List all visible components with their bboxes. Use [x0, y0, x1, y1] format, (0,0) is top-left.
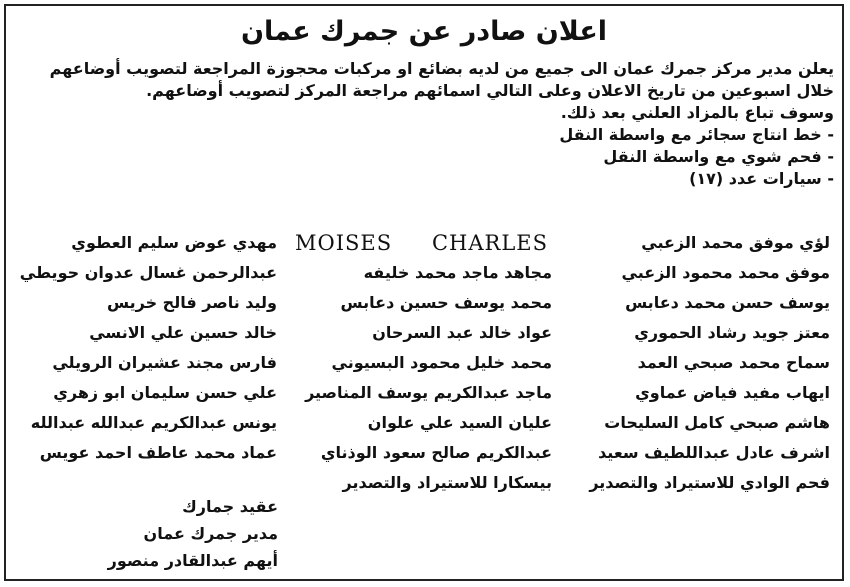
name-entry: مهدي عوض سليم العطوي — [71, 233, 277, 252]
name-entry: عبدالرحمن غسال عدوان حويطي — [19, 263, 277, 282]
name-entry: يونس عبدالكريم عبدالله عبدالله — [30, 413, 277, 432]
name-entry: هاشم صبحي كامل السليحات — [604, 413, 830, 432]
names-column-right — [565, 228, 830, 498]
name-entry: عواد خالد عبد السرحان — [372, 323, 552, 342]
signature-rank: عقيد جمارك — [182, 497, 278, 516]
name-entry: محمد يوسف حسين دعابس — [340, 293, 552, 312]
name-entry: لؤي موفق محمد الزعبي — [641, 233, 830, 252]
intro-item-charcoal: - فحم شوي مع واسطة النقل — [603, 147, 834, 166]
signature-block — [18, 493, 278, 574]
signature-name: أيهم عبدالقادر منصور — [107, 551, 278, 570]
name-entry: عماد محمد عاطف احمد عويس — [39, 443, 277, 462]
intro-line: يعلن مدير مركز جمرك عمان الى جميع من لديه بضائع او مركبات محجوزة المراجعة لتصويب أوضاعهم — [49, 59, 834, 78]
names-column-left — [12, 228, 277, 468]
intro-item-cigarette-line: - خط انتاج سجائر مع واسطة النقل — [559, 125, 834, 144]
intro-line: وسوف تباع بالمزاد العلني بعد ذلك. — [560, 103, 834, 122]
name-entry: بيسكارا للاستيراد والتصدير — [342, 473, 552, 492]
latin-name-entry — [287, 228, 552, 258]
latin-name-last: CHARLES — [431, 231, 548, 255]
announcement-title: اعلان صادر عن جمرك عمان — [240, 16, 608, 47]
name-entry: موفق محمد محمود الزعبي — [621, 263, 830, 282]
name-entry: فحم الوادي للاستيراد والتصدير — [589, 473, 830, 492]
intro-line: خلال اسبوعين من تاريخ الاعلان وعلى التالي اسمائهم مراجعة المركز لتصويب أوضاعهم. — [146, 81, 834, 100]
name-entry: عبدالكريم صالح سعود الوذناي — [320, 443, 552, 462]
name-entry: عليان السيد علي علوان — [367, 413, 552, 432]
name-entry: علي حسن سليمان ابو زهري — [53, 383, 277, 402]
name-entry: اشرف عادل عبداللطيف سعيد — [598, 443, 830, 462]
name-entry: خالد حسين علي الانسي — [89, 323, 277, 342]
name-entry: مجاهد ماجد محمد خليفه — [363, 263, 552, 282]
name-entry: وليد ناصر فالح خريس — [107, 293, 277, 312]
name-entry: محمد خليل محمود البسيوني — [331, 353, 552, 372]
name-entry: معتز جويد رشاد الحموري — [634, 323, 830, 342]
name-entry: فارس مجند عشيران الرويلي — [52, 353, 277, 372]
name-entry: ماجد عبدالكريم يوسف المناصير — [305, 383, 552, 402]
announcement-intro — [14, 58, 834, 190]
name-entry: يوسف حسن محمد دعابس — [625, 293, 830, 312]
announcement-frame — [4, 4, 844, 581]
name-entry: ايهاب مفيد فياض عماوي — [635, 383, 830, 402]
name-entry: سماح محمد صبحي العمد — [637, 353, 830, 372]
intro-item-cars: - سيارات عدد (١٧) — [689, 169, 834, 188]
names-column-middle — [287, 228, 552, 498]
latin-name-first: MOISES — [295, 231, 393, 255]
signature-position: مدير جمرك عمان — [143, 524, 278, 543]
